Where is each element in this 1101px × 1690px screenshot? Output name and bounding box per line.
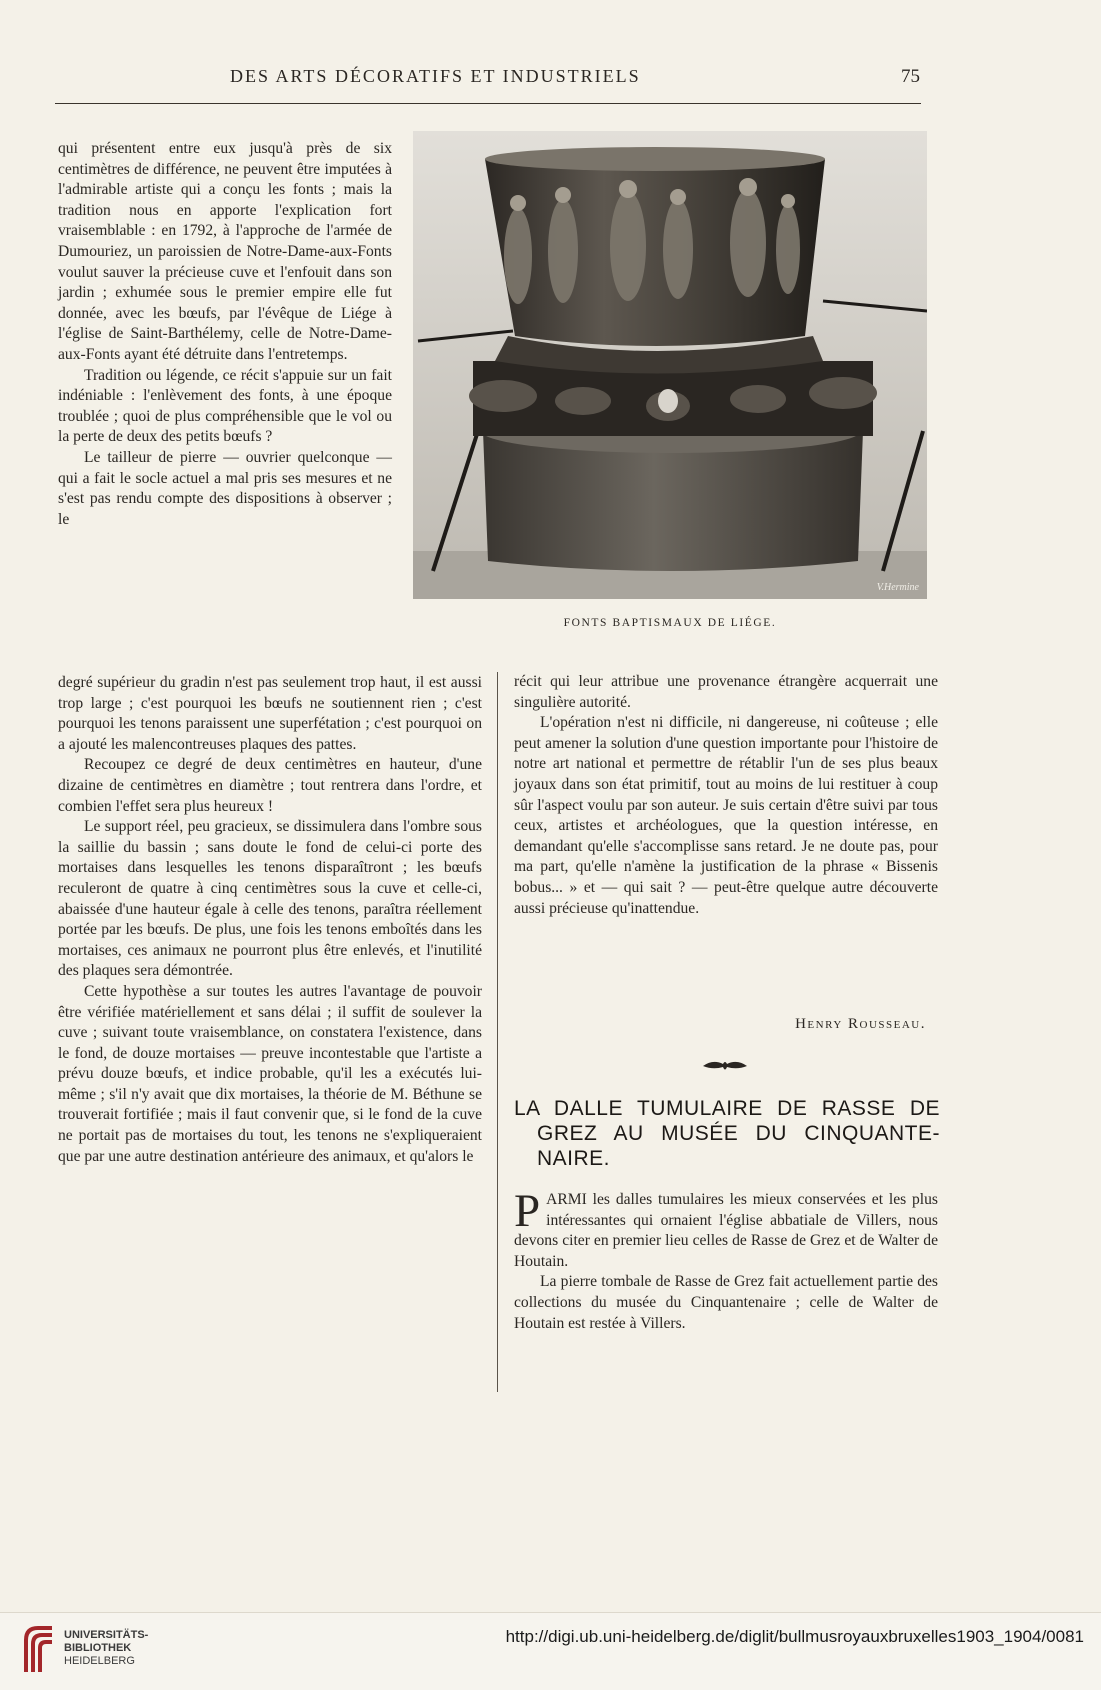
column-divider [497,672,498,1392]
left-column-top [58,139,392,530]
paragraph: Tradition ou légende, ce récit s'appuie sur un fait indéniable : l'enlèvement des fonts, à une époque troublée ; quoi de plus compréhensible que le vol ou la perte de deux des petits bœufs ? [58,366,392,446]
heading-line: NAIRE. [537,1147,611,1170]
institution-line: UNIVERSITÄTS- [64,1629,149,1641]
author-signature: Henry Rousseau. [795,1016,926,1032]
paragraph: récit qui leur attribue une provenance étrangère acquerrait une singulière autorité. [514,673,938,711]
photographer-mark: V.Hermine [876,582,919,593]
paragraph: Le tailleur de pierre — ouvrier quelconque — qui a fait le socle actuel a mal pris ses mesures et ne s'est pas rendu compte des dispositions à observer ; le [58,448,392,528]
paragraph: La pierre tombale de Rasse de Grez fait actuellement partie des collections du musée du Cinquantenaire ; celle de Walter de Houtain est restée à Villers. [514,1273,938,1332]
paragraph [514,1185,938,1272]
left-column-bottom [58,673,482,1167]
heading-line: GREZ AU MUSÉE DU CINQUANTE- [537,1122,940,1145]
paragraph: Le support réel, peu gracieux, se dissimulera dans l'ombre sous la saillie du bassin ; sans doute le fond de celui-ci porte des mortaises dans lesquelles les tenons disparaîtront ; les bœufs reculeront de quatre à cinq centimètres sous la cuve et celle-ci, abaissée d'une hauteur égale à celle des tenons, paraîtra réellement portée par les bœufs. De plus, une fois les tenons emboîtés dans les mortaises, ces animaux ne pourront plus être enlevés, et l'inutilité des plaques sera démontrée. [58,818,482,980]
font-illustration [413,131,927,599]
library-footer [0,1612,1101,1690]
institution-line: BIBLIOTHEK [64,1642,132,1654]
institution-line: HEIDELBERG [64,1655,135,1667]
right-column [514,672,938,919]
running-title: DES ARTS DÉCORATIFS ET INDUSTRIELS [230,66,641,86]
article-body [514,1185,938,1334]
paragraph: Cette hypothèse a sur toutes les autres l'avantage de pouvoir être vérifiée matériellement et sans délai ; il suffit de soulever la cuve ; suivant toute vraisemblance, on constatera l'existence, dans le fond, de douze mortaises — preuve incontestable que l'artiste a prévu douze bœufs, et indice probable, qu'il les a exécutés lui-même ; s'il n'y avait que dix mortaises, la théorie de M. Béthune se trouverait fortifiée ; mais il faut convenir que, si le fond de la cuve ne portait pas de mortaises du tout, les tenons ne s'expliqueraient que par une autre destination antérieure des animaux, et qu'alors le [58,982,482,1165]
library-logo-icon[interactable] [22,1622,58,1676]
paragraph-text: ARMI les dalles tumulaires les mieux conservées et les plus intéressantes qui ornaient l'église abbatiale de Villers, nous devons citer en premier lieu celles de Rasse de Grez et de Walter de Houtain. [514,1191,938,1270]
drop-cap: P [514,1185,541,1237]
running-header [55,66,920,90]
fleuron-ornament-icon [701,1058,749,1074]
header-rule [55,103,921,104]
source-url-link[interactable]: http://digi.ub.uni-heidelberg.de/diglit/bullmusroyauxbruxelles1903_1904/0081 [505,1627,1084,1646]
paragraph: qui présentent entre eux jusqu'à près de six centimètres de différence, ne peuvent être imputées à l'admirable artiste qui a conçu les fonts ; mais la tradition nous en apporte l'explication fort vraisemblable : en 1792, à l'approche de l'armée de Dumouriez, un paroissien de Notre-Dame-aux-Fonts voulut sauver la précieuse cuve et l'enfouit dans son jardin ; exhumée sous le premier empire elle fut donnée, avec les bœufs, par l'évêque de Liége à l'église de Saint-Barthélemy, celle de Notre-Dame-aux-Fonts ayant été détruite dans l'entretemps. [58,140,392,363]
heading-line: LA DALLE TUMULAIRE DE RASSE DE [514,1097,940,1120]
page-number: 75 [901,66,920,87]
paragraph: L'opération n'est ni difficile, ni dangereuse, ni coûteuse ; elle peut amener la solution d'une question importante pour l'histoire de notre art national et permettre de rétablir l'un de ses plus beaux joyaux dans son état primitif, tout au moins de lui restituer à coup sûr l'aspect voulu par son auteur. Je suis certain d'être suivi par tous ceux, artistes et archéologues, que la question intéresse, en demandant qu'elle s'accomplisse sans retard. Je ne doute pas, pour ma part, qu'elle n'amène la justification de la phrase « Bissenis bobus... » et — qui sait ? — peut-être quelque autre découverte aussi précieuse qu'inattendue. [514,714,938,917]
figure-caption: FONTS BAPTISMAUX DE LIÉGE. [563,617,777,629]
institution-name [64,1629,148,1668]
paragraph: degré supérieur du gradin n'est pas seulement trop haut, il est aussi trop large ; c'est pourquoi les bœufs ne soutiennent rien ; c'est pourquoi les tenons paraissent une superfétation ; c'est pourquoi on a ajouté les malencontreuses plaques des pattes. [58,674,482,753]
paragraph: Recoupez ce degré de deux centimètres en hauteur, d'une dizaine de centimètres en diamètre ; tout rentrera dans l'ordre, et combien l'effet sera plus heureux ! [58,756,482,815]
article-heading [514,1096,940,1171]
baptismal-font-photo [413,131,927,599]
